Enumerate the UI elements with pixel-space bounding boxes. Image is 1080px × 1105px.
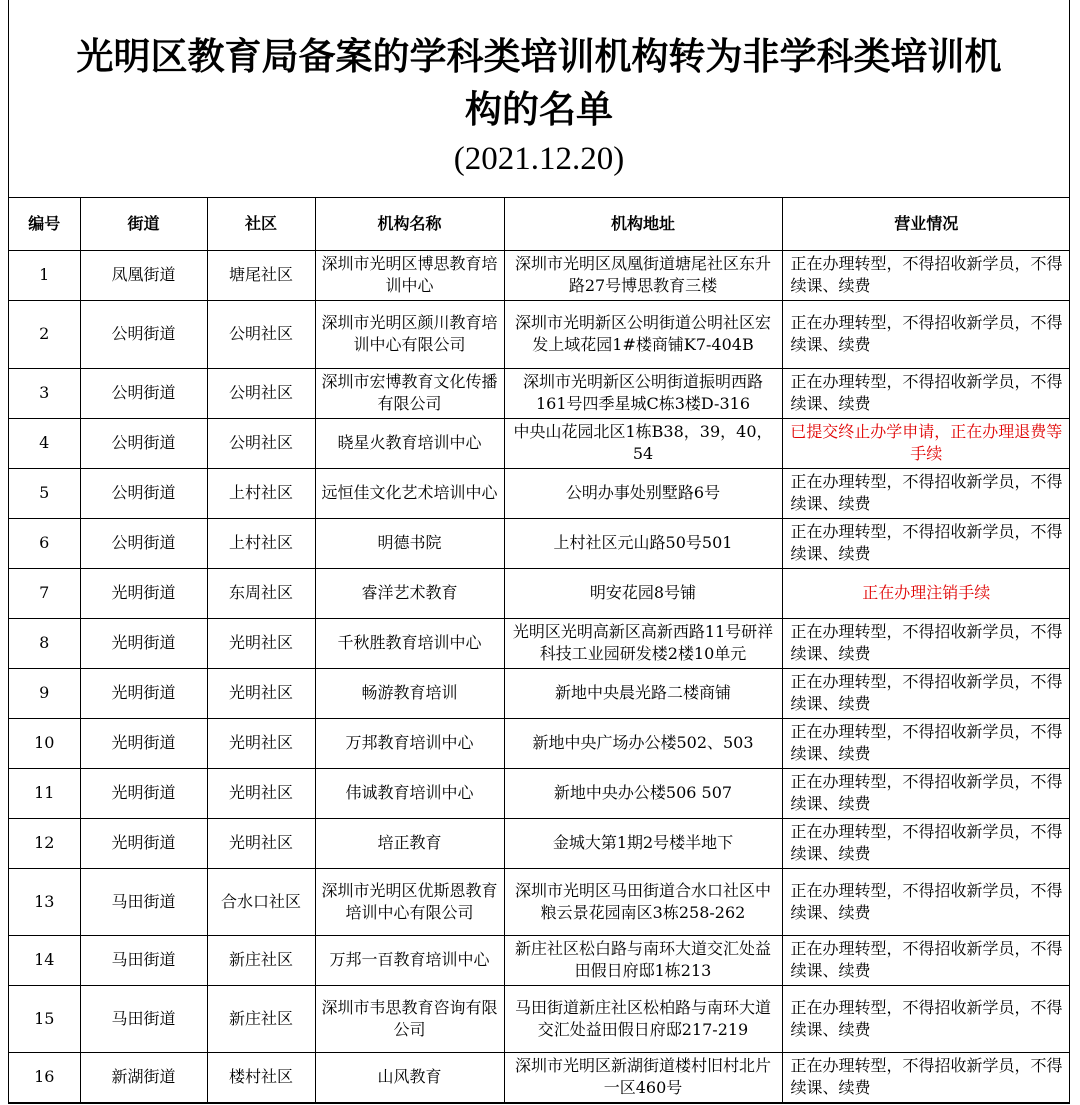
cell-institution-address: 新地中央办公楼506 507 — [504, 768, 782, 818]
cell-street: 马田街道 — [80, 985, 207, 1052]
cell-institution-address: 公明办事处别墅路6号 — [504, 468, 782, 518]
cell-community: 合水口社区 — [207, 868, 315, 935]
cell-institution-address: 深圳市光明区凤凰街道塘尾社区东升路27号博思教育三楼 — [504, 250, 782, 300]
cell-institution-name: 山风教育 — [315, 1052, 504, 1102]
table-row — [9, 618, 1070, 668]
table-row — [9, 768, 1070, 818]
cell-community: 新庄社区 — [207, 935, 315, 985]
cell-business-status: 正在办理转型，不得招收新学员，不得续课、续费 — [782, 368, 1070, 418]
table-row — [9, 250, 1070, 300]
table-row — [9, 718, 1070, 768]
cell-institution-name: 明德书院 — [315, 518, 504, 568]
cell-street: 光明街道 — [80, 718, 207, 768]
cell-number: 1 — [9, 250, 80, 300]
cell-community: 光明社区 — [207, 818, 315, 868]
cell-institution-name: 远恒佳文化艺术培训中心 — [315, 468, 504, 518]
institution-table — [9, 198, 1070, 1103]
cell-business-status: 正在办理转型，不得招收新学员，不得续课、续费 — [782, 985, 1070, 1052]
cell-institution-address: 深圳市光明新区公明街道公明社区宏发上域花园1#楼商铺K7-404B — [504, 300, 782, 368]
table-row — [9, 468, 1070, 518]
cell-street: 马田街道 — [80, 935, 207, 985]
cell-number: 5 — [9, 468, 80, 518]
cell-institution-address: 明安花园8号铺 — [504, 568, 782, 618]
cell-street: 公明街道 — [80, 368, 207, 418]
cell-institution-name: 睿洋艺术教育 — [315, 568, 504, 618]
cell-institution-address: 金城大第1期2号楼半地下 — [504, 818, 782, 868]
cell-business-status: 正在办理转型，不得招收新学员，不得续课、续费 — [782, 935, 1070, 985]
cell-business-status: 正在办理转型，不得招收新学员，不得续课、续费 — [782, 718, 1070, 768]
cell-community: 新庄社区 — [207, 985, 315, 1052]
table-header-row — [9, 198, 1070, 250]
cell-institution-name: 万邦一百教育培训中心 — [315, 935, 504, 985]
cell-business-status: 正在办理转型，不得招收新学员，不得续课、续费 — [782, 868, 1070, 935]
header-institution-name: 机构名称 — [315, 198, 504, 250]
cell-number: 9 — [9, 668, 80, 718]
cell-institution-address: 深圳市光明新区公明街道振明西路161号四季星城C栋3楼D-316 — [504, 368, 782, 418]
cell-number: 11 — [9, 768, 80, 818]
cell-community: 上村社区 — [207, 468, 315, 518]
header-number: 编号 — [9, 198, 80, 250]
cell-institution-address: 上村社区元山路50号501 — [504, 518, 782, 568]
cell-street: 光明街道 — [80, 568, 207, 618]
cell-institution-address: 新地中央晨光路二楼商铺 — [504, 668, 782, 718]
cell-number: 3 — [9, 368, 80, 418]
cell-street: 光明街道 — [80, 768, 207, 818]
cell-number: 12 — [9, 818, 80, 868]
cell-community: 光明社区 — [207, 668, 315, 718]
cell-number: 15 — [9, 985, 80, 1052]
title-block — [9, 0, 1069, 198]
cell-institution-address: 光明区光明高新区高新西路11号研祥科技工业园研发楼2楼10单元 — [504, 618, 782, 668]
document-date: (2021.12.20) — [453, 141, 625, 177]
page-title-line-2: 构的名单 — [465, 88, 613, 131]
cell-business-status: 正在办理转型，不得招收新学员，不得续课、续费 — [782, 468, 1070, 518]
cell-institution-name: 千秋胜教育培训中心 — [315, 618, 504, 668]
cell-business-status: 正在办理转型，不得招收新学员，不得续课、续费 — [782, 1052, 1070, 1102]
cell-business-status: 正在办理注销手续 — [782, 568, 1070, 618]
cell-business-status: 正在办理转型，不得招收新学员，不得续课、续费 — [782, 300, 1070, 368]
page-title-line-1: 光明区教育局备案的学科类培训机构转为非学科类培训机 — [76, 35, 1002, 78]
header-business-status: 营业情况 — [782, 198, 1070, 250]
header-community: 社区 — [207, 198, 315, 250]
cell-street: 光明街道 — [80, 668, 207, 718]
table-row — [9, 985, 1070, 1052]
header-institution-address: 机构地址 — [504, 198, 782, 250]
cell-institution-address: 马田街道新庄社区松柏路与南环大道交汇处益田假日府邸217-219 — [504, 985, 782, 1052]
cell-institution-name: 深圳市光明区博思教育培训中心 — [315, 250, 504, 300]
table-body — [9, 250, 1070, 1102]
cell-number: 4 — [9, 418, 80, 468]
cell-number: 16 — [9, 1052, 80, 1102]
cell-institution-address: 深圳市光明区马田街道合水口社区中粮云景花园南区3栋258-262 — [504, 868, 782, 935]
cell-community: 光明社区 — [207, 618, 315, 668]
cell-institution-address: 中央山花园北区1栋B38，39，40，54 — [504, 418, 782, 468]
cell-institution-name: 深圳市光明区优斯恩教育培训中心有限公司 — [315, 868, 504, 935]
table-row — [9, 518, 1070, 568]
cell-number: 7 — [9, 568, 80, 618]
cell-institution-address: 新地中央广场办公楼502、503 — [504, 718, 782, 768]
cell-institution-name: 万邦教育培训中心 — [315, 718, 504, 768]
table-row — [9, 668, 1070, 718]
cell-community: 光明社区 — [207, 718, 315, 768]
cell-street: 公明街道 — [80, 518, 207, 568]
cell-institution-name: 深圳市宏博教育文化传播有限公司 — [315, 368, 504, 418]
cell-institution-name: 伟诚教育培训中心 — [315, 768, 504, 818]
table-row — [9, 1052, 1070, 1102]
cell-community: 公明社区 — [207, 300, 315, 368]
cell-community: 公明社区 — [207, 368, 315, 418]
cell-community: 塘尾社区 — [207, 250, 315, 300]
cell-street: 马田街道 — [80, 868, 207, 935]
table-row — [9, 868, 1070, 935]
table-row — [9, 300, 1070, 368]
header-street: 街道 — [80, 198, 207, 250]
cell-business-status: 正在办理转型，不得招收新学员，不得续课、续费 — [782, 818, 1070, 868]
cell-business-status: 正在办理转型，不得招收新学员，不得续课、续费 — [782, 668, 1070, 718]
table-row — [9, 568, 1070, 618]
cell-street: 光明街道 — [80, 618, 207, 668]
cell-street: 公明街道 — [80, 300, 207, 368]
cell-institution-address: 新庄社区松白路与南环大道交汇处益田假日府邸1栋213 — [504, 935, 782, 985]
cell-institution-name: 培正教育 — [315, 818, 504, 868]
cell-street: 凤凰街道 — [80, 250, 207, 300]
cell-business-status: 正在办理转型，不得招收新学员，不得续课、续费 — [782, 618, 1070, 668]
cell-institution-name: 深圳市光明区颜川教育培训中心有限公司 — [315, 300, 504, 368]
cell-street: 公明街道 — [80, 468, 207, 518]
table-row — [9, 818, 1070, 868]
table-row — [9, 418, 1070, 468]
table-row — [9, 368, 1070, 418]
document-sheet — [8, 0, 1070, 1104]
cell-number: 14 — [9, 935, 80, 985]
cell-institution-name: 畅游教育培训 — [315, 668, 504, 718]
table-row — [9, 935, 1070, 985]
cell-business-status: 正在办理转型，不得招收新学员，不得续课、续费 — [782, 768, 1070, 818]
page-title — [9, 0, 1069, 136]
cell-business-status: 已提交终止办学申请，正在办理退费等手续 — [782, 418, 1070, 468]
cell-number: 2 — [9, 300, 80, 368]
cell-street: 公明街道 — [80, 418, 207, 468]
cell-institution-name: 深圳市韦思教育咨询有限公司 — [315, 985, 504, 1052]
cell-institution-address: 深圳市光明区新湖街道楼村旧村北片一区460号 — [504, 1052, 782, 1102]
cell-business-status: 正在办理转型，不得招收新学员，不得续课、续费 — [782, 518, 1070, 568]
cell-community: 东周社区 — [207, 568, 315, 618]
cell-community: 公明社区 — [207, 418, 315, 468]
cell-street: 光明街道 — [80, 818, 207, 868]
cell-number: 13 — [9, 868, 80, 935]
cell-community: 上村社区 — [207, 518, 315, 568]
cell-institution-name: 晓星火教育培训中心 — [315, 418, 504, 468]
cell-number: 6 — [9, 518, 80, 568]
cell-community: 光明社区 — [207, 768, 315, 818]
cell-business-status: 正在办理转型，不得招收新学员，不得续课、续费 — [782, 250, 1070, 300]
cell-number: 8 — [9, 618, 80, 668]
cell-community: 楼村社区 — [207, 1052, 315, 1102]
cell-number: 10 — [9, 718, 80, 768]
cell-street: 新湖街道 — [80, 1052, 207, 1102]
